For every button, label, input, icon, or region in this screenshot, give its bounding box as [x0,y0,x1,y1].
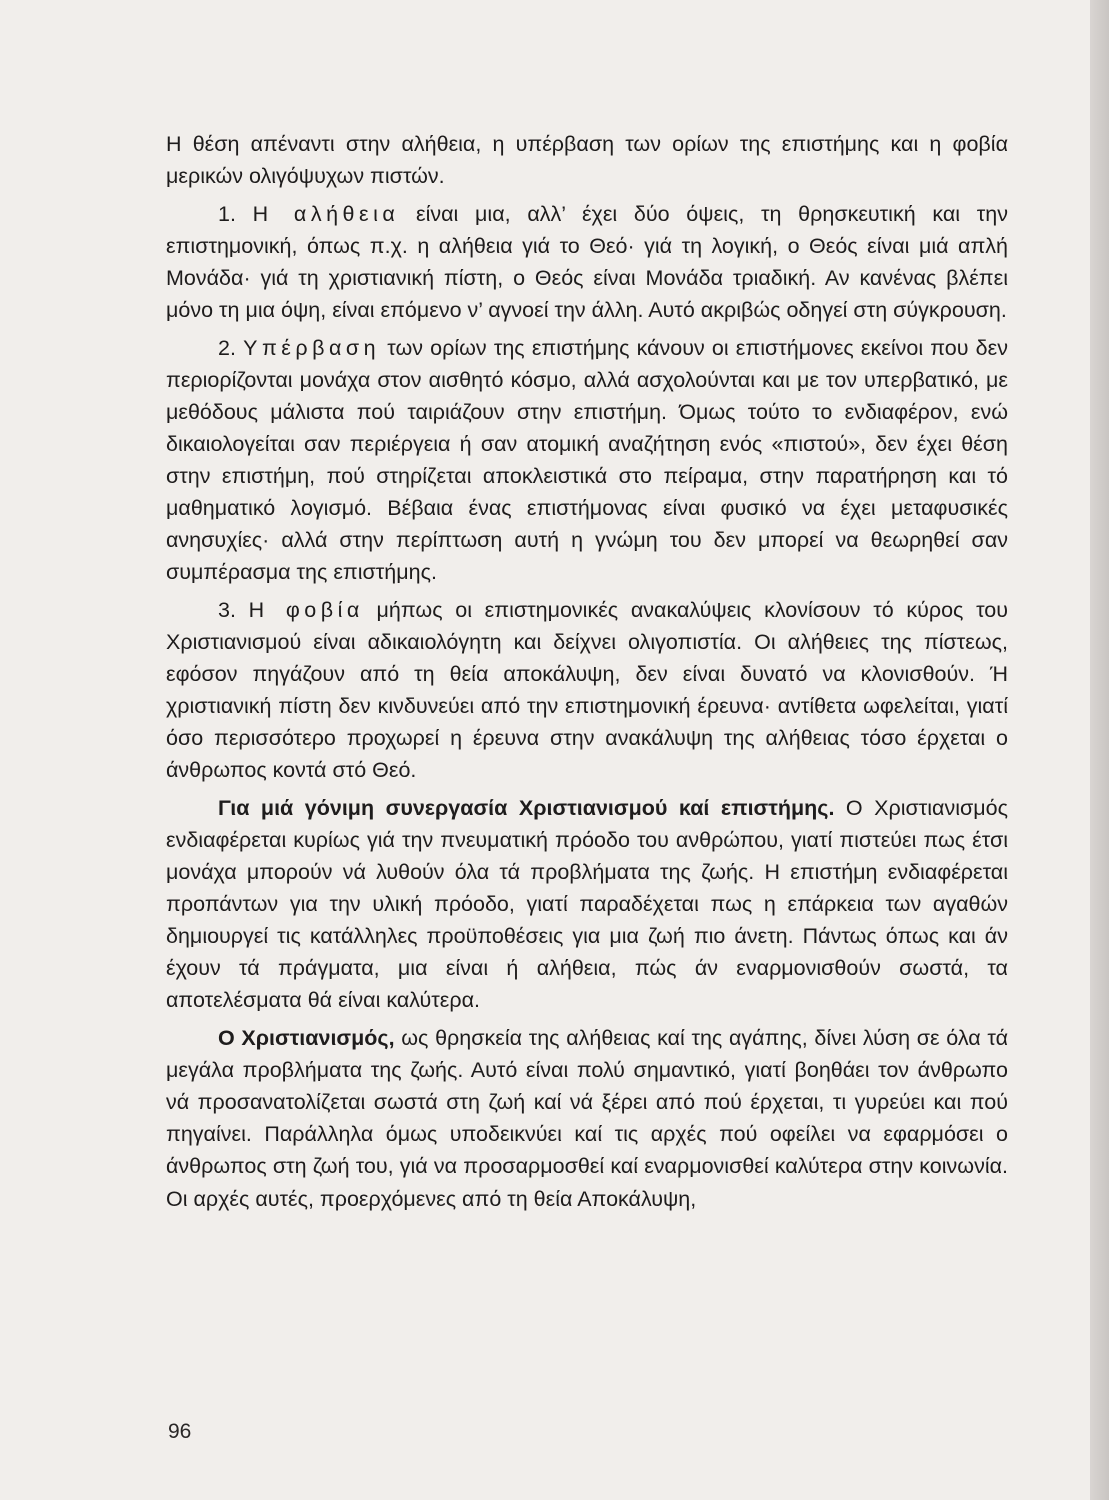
cooperation-text: Ο Χριστιανισμός ενδιαφέρεται κυρίως γιά την πνευματική πρόοδο του ανθρώπου, γιατί πιστεύει πως έτσι μονάχα μπορούν νά λυθούν όλα τά προβλήματα της ζωής. Η επιστήμη ενδιαφέρεται προπάντων για την υλική πρόοδο, γιατί παραδέχεται πως η επάρκεια των αγαθών δημιουργεί τις κατάλληλες προϋποθέσεις για μια ζωή πιο άνετη. Πάντως όπως και άν έχουν τά πράγματα, μια είναι ή αλήθεια, πώς άν εναρμονισθούν σωστά, τα αποτελέσματα θά είναι καλύτερα. [166,795,1008,1013]
section-2-number: 2. [218,335,236,360]
section-2-heading: Υπέρβαση [243,335,381,360]
page-edge [1090,0,1109,1500]
section-2-text: των ορίων της επιστήμης κάνουν οι επιστήμονες εκείνοι που δεν περιορίζονται μονάχα στον αισθητό κόσμο, αλλά ασχολούνται και με τον υπερβατικό, με μεθόδους μάλιστα πού ταιριάζουν στην επιστήμη. Όμως τούτο το ενδιαφέρον, ενώ δικαιολογείται σαν περιέργεια ή σαν ατομική αναζήτηση ενός «πιστού», δεν έχει θέση στην επιστήμη, πού στηρίζεται αποκλειστικά στο πείραμα, στην παρατήρηση και τό μαθηματικό λογισμό. Βέβαια ένας επιστήμονας είναι φυσικό να έχει μεταφυσικές ανησυχίες· αλλά στην περίπτωση αυτή η γνώμη του δεν μπορεί να θεωρηθεί σαν συμπέρασμα της επιστήμης. [166,335,1008,585]
christianity-text: ως θρησκεία της αλήθειας καί της αγάπης, δίνει λύση σε όλα τά μεγάλα προβλήματα της ζωής. Αυτό είναι πολύ σημαντικό, γιατί βοηθάει τον άνθρωπο νά προσανατολίζεται σωστά στη ζωή καί νά ξέρει από πού έρχεται, τι γυρεύει και πού πηγαίνει. Παράλληλα όμως υποδεικνύει καί τις αρχές πού οφείλει να εφαρμόσει ο άνθρωπος στη ζωή του, γιά να προσαρμοσθεί καί εναρμονισθεί καλύτερα στην κοινωνία. Οι αρχές αυτές, προερχόμενες από τη θεία Αποκάλυψη, [166,1026,1008,1211]
cooperation-heading: Για μιά γόνιμη συνεργασία Χριστιανισμού καί επιστήμης. [218,795,835,820]
section-3-text: μήπως οι επιστημονικές ανακαλύψεις κλονίσουν τό κύρος του Χριστιανισμού είναι αδικαιολόγητη και δείχνει ολιγοπιστία. Οι αλήθειες της πίστεως, εφόσον πηγάζουν από τη θεία αποκάλυψη, δεν είναι δυνατό να κλονισθούν. Ή χριστιανική πίστη δεν κινδυνεύει από την επιστημονική έρευνα· αντίθετα ωφελείται, γιατί όσο περισσότερο προχωρεί η έρευνα στην ανακάλυψη της αλήθειας τόσο έρχεται ο άνθρωπος κοντά στό Θεό. [166,597,1008,783]
paragraph-section-3 [166,594,1008,787]
intro-paragraph: Η θέση απέναντι στην αλήθεια, η υπέρβαση των ορίων της επιστήμης και η φοβία μερικών ολιγόψυχων πιστών. [166,132,1008,189]
paragraph-christianity [166,1022,1008,1215]
page-text [166,128,1008,1215]
paragraph-section-2 [166,332,1008,589]
paragraph-section-1 [166,198,1008,326]
paragraph-cooperation [166,792,1008,1017]
section-3-heading: Η φοβία [248,597,364,622]
section-3-number: 3. [218,597,236,622]
section-1-heading: Η αλήθεια [252,201,400,226]
section-1-text: είναι μια, αλλ’ έχει δύο όψεις, τη θρησκευτική και την επιστημονική, όπως π.χ. η αλήθεια γιά το Θεό· γιά τη λογική, ο Θεός είναι μιά απλή Μονάδα· γιά τη χριστιανική πίστη, ο Θεός είναι Μονάδα τριαδική. Αν κανένας βλέπει μόνο τη μια όψη, είναι επόμενο ν’ αγνοεί την άλλη. Αυτό ακριβώς οδηγεί στη σύγκρουση. [166,201,1008,322]
page-number: 96 [168,1420,192,1443]
christianity-heading: Ο Χριστιανισμός, [218,1026,395,1051]
section-1-number: 1. [218,201,236,226]
